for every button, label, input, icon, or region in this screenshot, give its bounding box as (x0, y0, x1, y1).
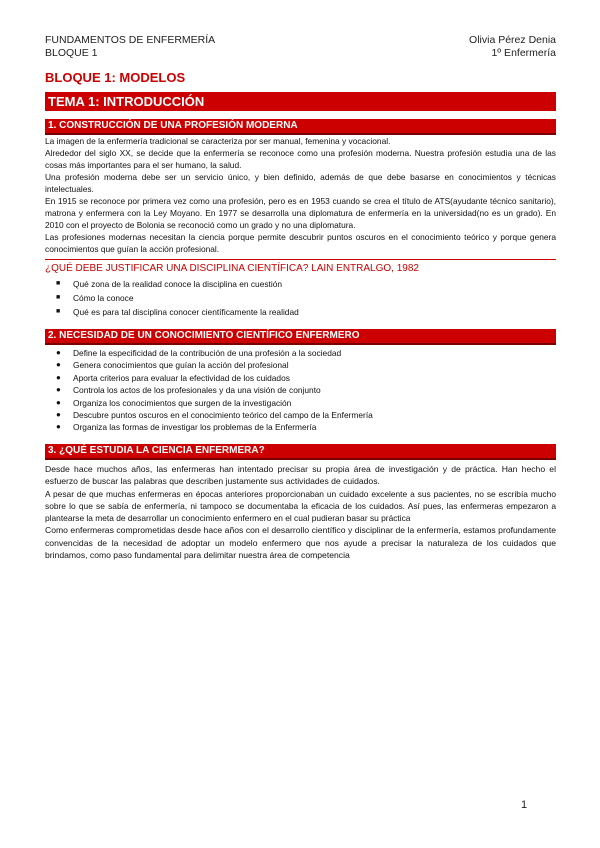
list-item: ■ Qué es para tal disciplina conocer científicamente la realidad (56, 307, 299, 317)
paragraph: Alrededor del siglo XX, se decide que la enfermería se reconoce como una profesión moderna. Nuestra profesión estudia una de las cosas más importantes para el ser humano, la salud. (45, 148, 556, 170)
section-1-body (45, 135, 556, 255)
round-bullet-icon: ● (56, 410, 61, 420)
round-bullet-icon: ● (56, 397, 61, 407)
list-item: ● Aporta criterios para evaluar la efectividad de los cuidados (56, 372, 290, 383)
round-bullet-icon: ● (56, 360, 61, 370)
section-2-list (45, 347, 556, 434)
paragraph: Desde hace muchos años, las enfermeras han intentado precisar su propia área de investigación y de práctica. Han hecho el esfuerzo de buscar las palabras que describen justamente sus actividades de cuidados. (45, 463, 556, 487)
block-label: BLOQUE 1 (45, 47, 98, 59)
paragraph: La imagen de la enfermería tradicional se caracteriza por ser manual, femenina y vocacional. (45, 136, 391, 146)
section-3-body (45, 463, 556, 562)
list-item: ● Descubre puntos oscuros en el conocimiento teórico del campo de la Enfermería (56, 410, 373, 421)
author-name: Olivia Pérez Denia (469, 34, 556, 46)
tema-title: TEMA 1: INTRODUCCIÓN (45, 92, 556, 111)
section-1-list (45, 277, 556, 319)
header-row-2 (45, 47, 556, 60)
paragraph: Una profesión moderna debe ser un servicio único, y bien definido, además de que debe basarse en conocimientos y técnicas intelectuales. (45, 172, 556, 194)
round-bullet-icon: ● (56, 385, 61, 395)
list-item: ■ Cómo la conoce (56, 293, 134, 303)
section-1-question: ¿QUÉ DEBE JUSTIFICAR UNA DISCIPLINA CIENTÍFICA? LAIN ENTRALGO, 1982 (45, 263, 419, 274)
round-bullet-icon: ● (56, 422, 61, 432)
list-item: ● Controla los actos de los profesionales y da una visión de conjunto (56, 385, 321, 396)
red-divider (45, 259, 556, 260)
year-label: 1º Enfermería (491, 47, 556, 59)
square-bullet-icon: ■ (56, 294, 61, 301)
paragraph: Las profesiones modernas necesitan la ciencia porque permite descubrir puntos oscuros en el conocimiento teórico y porque genera conocimientos que guían la acción profesional. (45, 232, 556, 254)
paragraph: A pesar de que muchas enfermeras en épocas anteriores proporcionaban un cuidado excelente a sus pacientes, no se escribía mucho sobre lo que se sabía de enfermería, ni tampoco se documentaba la eficacia de los cuidados. Así pues, las enfermeras empezaron a plantearse la meta de desarrollar un conocimiento enfermero en el cual pudieran basar su práctica (45, 489, 556, 524)
section-2-heading: 2. NECESIDAD DE UN CONOCIMIENTO CIENTÍFICO ENFERMERO (45, 329, 556, 345)
section-3-heading: 3. ¿QUÉ ESTUDIA LA CIENCIA ENFERMERA? (45, 444, 556, 460)
round-bullet-icon: ● (56, 348, 61, 357)
square-bullet-icon: ■ (56, 280, 61, 287)
round-bullet-icon: ● (56, 372, 61, 382)
header-row-1 (45, 34, 556, 47)
list-item: ● Genera conocimientos que guían la acción del profesional (56, 360, 289, 371)
bloque-title: BLOQUE 1: MODELOS (45, 70, 186, 85)
page-number: 1 (521, 799, 528, 811)
list-item: ● Define la especificidad de la contribución de una profesión a la sociedad (56, 348, 342, 358)
section-1-heading: 1. CONSTRUCCIÓN DE UNA PROFESIÓN MODERNA (45, 119, 556, 135)
document-page (45, 34, 556, 562)
list-item: ● Organiza las formas de investigar los problemas de la Enfermería (56, 422, 317, 433)
paragraph: Como enfermeras comprometidas desde hace años con el desarrollo científico y disciplinar de la enfermería, estamos profundamente convencidas de la necesidad de adoptar un modelo enfermero que nos ayude a precisar la naturaleza de los cuidados que brindamos, como paso fundamental para delimitar nuestra área de competencia (45, 525, 556, 561)
list-item: ■ Qué zona de la realidad conoce la disciplina en cuestión (56, 279, 283, 289)
course-name: FUNDAMENTOS DE ENFERMERÍA (45, 34, 216, 46)
square-bullet-icon: ■ (56, 308, 61, 315)
list-item: ● Organiza los conocimientos que surgen de la investigación (56, 397, 292, 408)
paragraph: En 1915 se reconoce por primera vez como una profesión, pero es en 1953 cuando se crea el título de ATS(ayudante técnico sanitario), matrona y enfermera con la Ley Moyano. En 1977 se desarrolla una diplomatura de enfermería en la universidad(no es un grado). En 2010 con el proyecto de Bolonia se reconoció como un grado y no una diplomatura. (45, 196, 556, 230)
